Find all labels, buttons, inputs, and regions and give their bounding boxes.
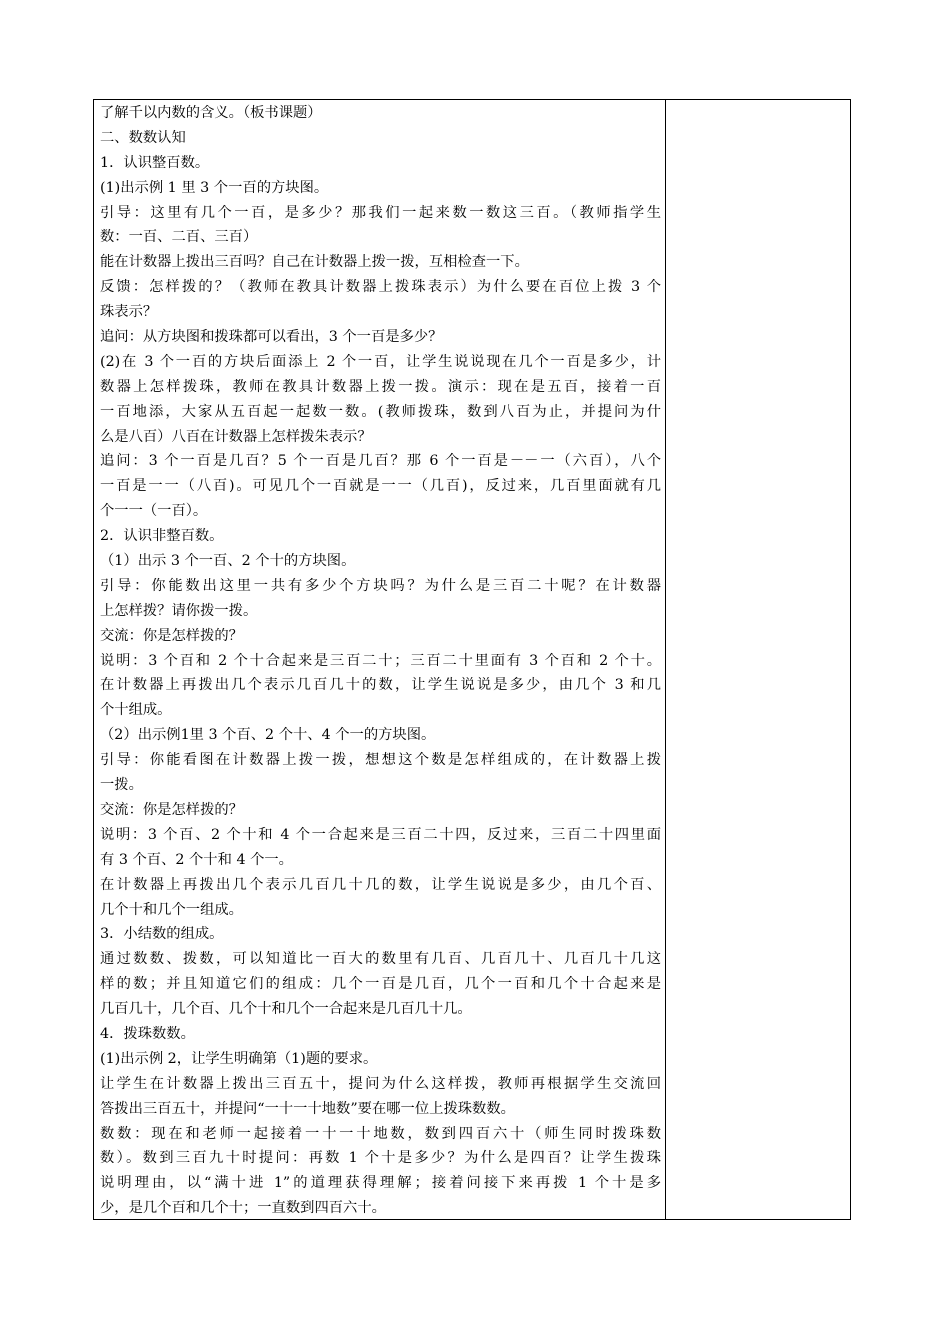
text-line: （1）出示 3 个一百、2 个十的方块图。	[100, 553, 356, 570]
text-line: 交流：你是怎样拨的？	[100, 627, 243, 644]
text-line: 数数：现在和老师一起接着一十一十地数，数到四百六十（师生同时拨珠数	[100, 1125, 661, 1142]
text-line: 一百是一一（八百)。可见几个一百就是一一（几百)，反过来，几百里面就有几	[100, 478, 661, 495]
text-line: 说明：3 个百、2 个十和 4 个一合起来是三百二十四，反过来，三百二十四里面	[100, 826, 661, 843]
text-line: 一拨。	[100, 777, 143, 794]
text-line: 引导：你能看图在计数器上拨一拨，想想这个数是怎样组成的，在计数器上拨	[100, 752, 661, 769]
text-line: 少，是几个百和几个十；一直数到四百六十。	[100, 1200, 386, 1217]
text-line: 能在计数器上拨出三百吗？自己在计数器上拨一拨，互相检查一下。	[100, 254, 529, 271]
text-line: (1)出示例 2，让学生明确第（1)题的要求。	[100, 1050, 378, 1067]
text-line: 几个十和几个一组成。	[100, 901, 243, 918]
text-line: 了解千以内数的含义。（板书课题）	[100, 105, 322, 121]
text-line: 数：一百、二百、三百）	[100, 229, 258, 246]
text-line: (2)在 3 个一百的方块后面添上 2 个一百，让学生说说现在几个一百是多少，计	[100, 353, 661, 370]
text-line: 追问：3 个一百是几百？5 个一百是几百？那 6 个一百是－－一（六百），八个	[100, 453, 661, 470]
text-line: 反馈：怎样拨的？（教师在教具计数器上拨珠表示）为什么要在百位上拨 3 个	[100, 279, 661, 296]
text-line: 在计数器上再拨出几个表示几百几十的数，让学生说说是多少，由几个 3 和几	[100, 677, 661, 694]
text-line: 交流：你是怎样拨的？	[100, 801, 243, 818]
notes-cell	[666, 100, 850, 1219]
text-line: 数）。数到三百九十时提问：再数 1 个十是多少？为什么是四百？让学生拨珠	[100, 1150, 661, 1167]
text-line: (1)出示例 1 里 3 个一百的方块图。	[100, 179, 329, 196]
text-line: 么是八百）八百在计数器上怎样拨朱表示？	[100, 428, 372, 445]
text-line: 2．认识非整百数。	[100, 528, 224, 545]
text-line: 让学生在计数器上拨出三百五十，提问为什么这样拨，教师再根据学生交流回	[100, 1075, 661, 1092]
text-line: 说明理由，以“满十进 1”的道理获得理解；接着问接下来再拨 1 个十是多	[100, 1175, 661, 1192]
text-line: 几百几十，几个百、几个十和几个一合起来是几百几十几。	[100, 1001, 472, 1018]
text-line: 一百地添，大家从五百起一起数一数。(教师拨珠，数到八百为止，并提问为什	[100, 403, 661, 420]
text-line: 有 3 个百、2 个十和 4 个一。	[100, 851, 293, 868]
lesson-plan-table	[93, 99, 851, 1220]
text-line: 上怎样拨？请你拨一拨。	[100, 602, 258, 619]
text-line: 个十组成。	[100, 702, 172, 719]
text-line: 追问：从方块图和拨珠都可以看出，3 个一百是多少？	[100, 329, 443, 346]
lesson-content-cell	[94, 100, 666, 1219]
text-line: 二、数数认知	[100, 129, 186, 146]
text-line: 引导：这里有几个一百，是多少？那我们一起来数一数这三百。（教师指学生	[100, 204, 661, 221]
text-line: 样的数；并且知道它们的组成：几个一百是几百，几个一百和几个十合起来是	[100, 976, 661, 993]
text-line: 1．认识整百数。	[100, 154, 210, 171]
text-line: 3．小结数的组成。	[100, 926, 224, 943]
text-line: 数器上怎样拨珠，教师在教具计数器上拨一拨。演示：现在是五百，接着一百	[100, 378, 661, 395]
text-line: 通过数数、拨数，可以知道比一百大的数里有几百、几百几十、几百几十几这	[100, 951, 661, 968]
text-line: 在计数器上再拨出几个表示几百几十几的数，让学生说说是多少，由几个百、	[100, 876, 661, 893]
text-line: 珠表示？	[100, 304, 158, 321]
text-line: 引导：你能数出这里一共有多少个方块吗？为什么是三百二十呢？在计数器	[100, 577, 661, 594]
text-line: 答拨出三百五十，并提问“一十一十地数”要在哪一位上拨珠数数。	[100, 1100, 515, 1117]
text-line: 说明：3 个百和 2 个十合起来是三百二十；三百二十里面有 3 个百和 2 个十。	[100, 652, 661, 669]
text-line: （2）出示例1里 3 个百、2 个十、4 个一的方块图。	[100, 727, 436, 744]
text-line: 个一一（一百）。	[100, 503, 208, 520]
text-line: 4．拨珠数数。	[100, 1025, 195, 1042]
